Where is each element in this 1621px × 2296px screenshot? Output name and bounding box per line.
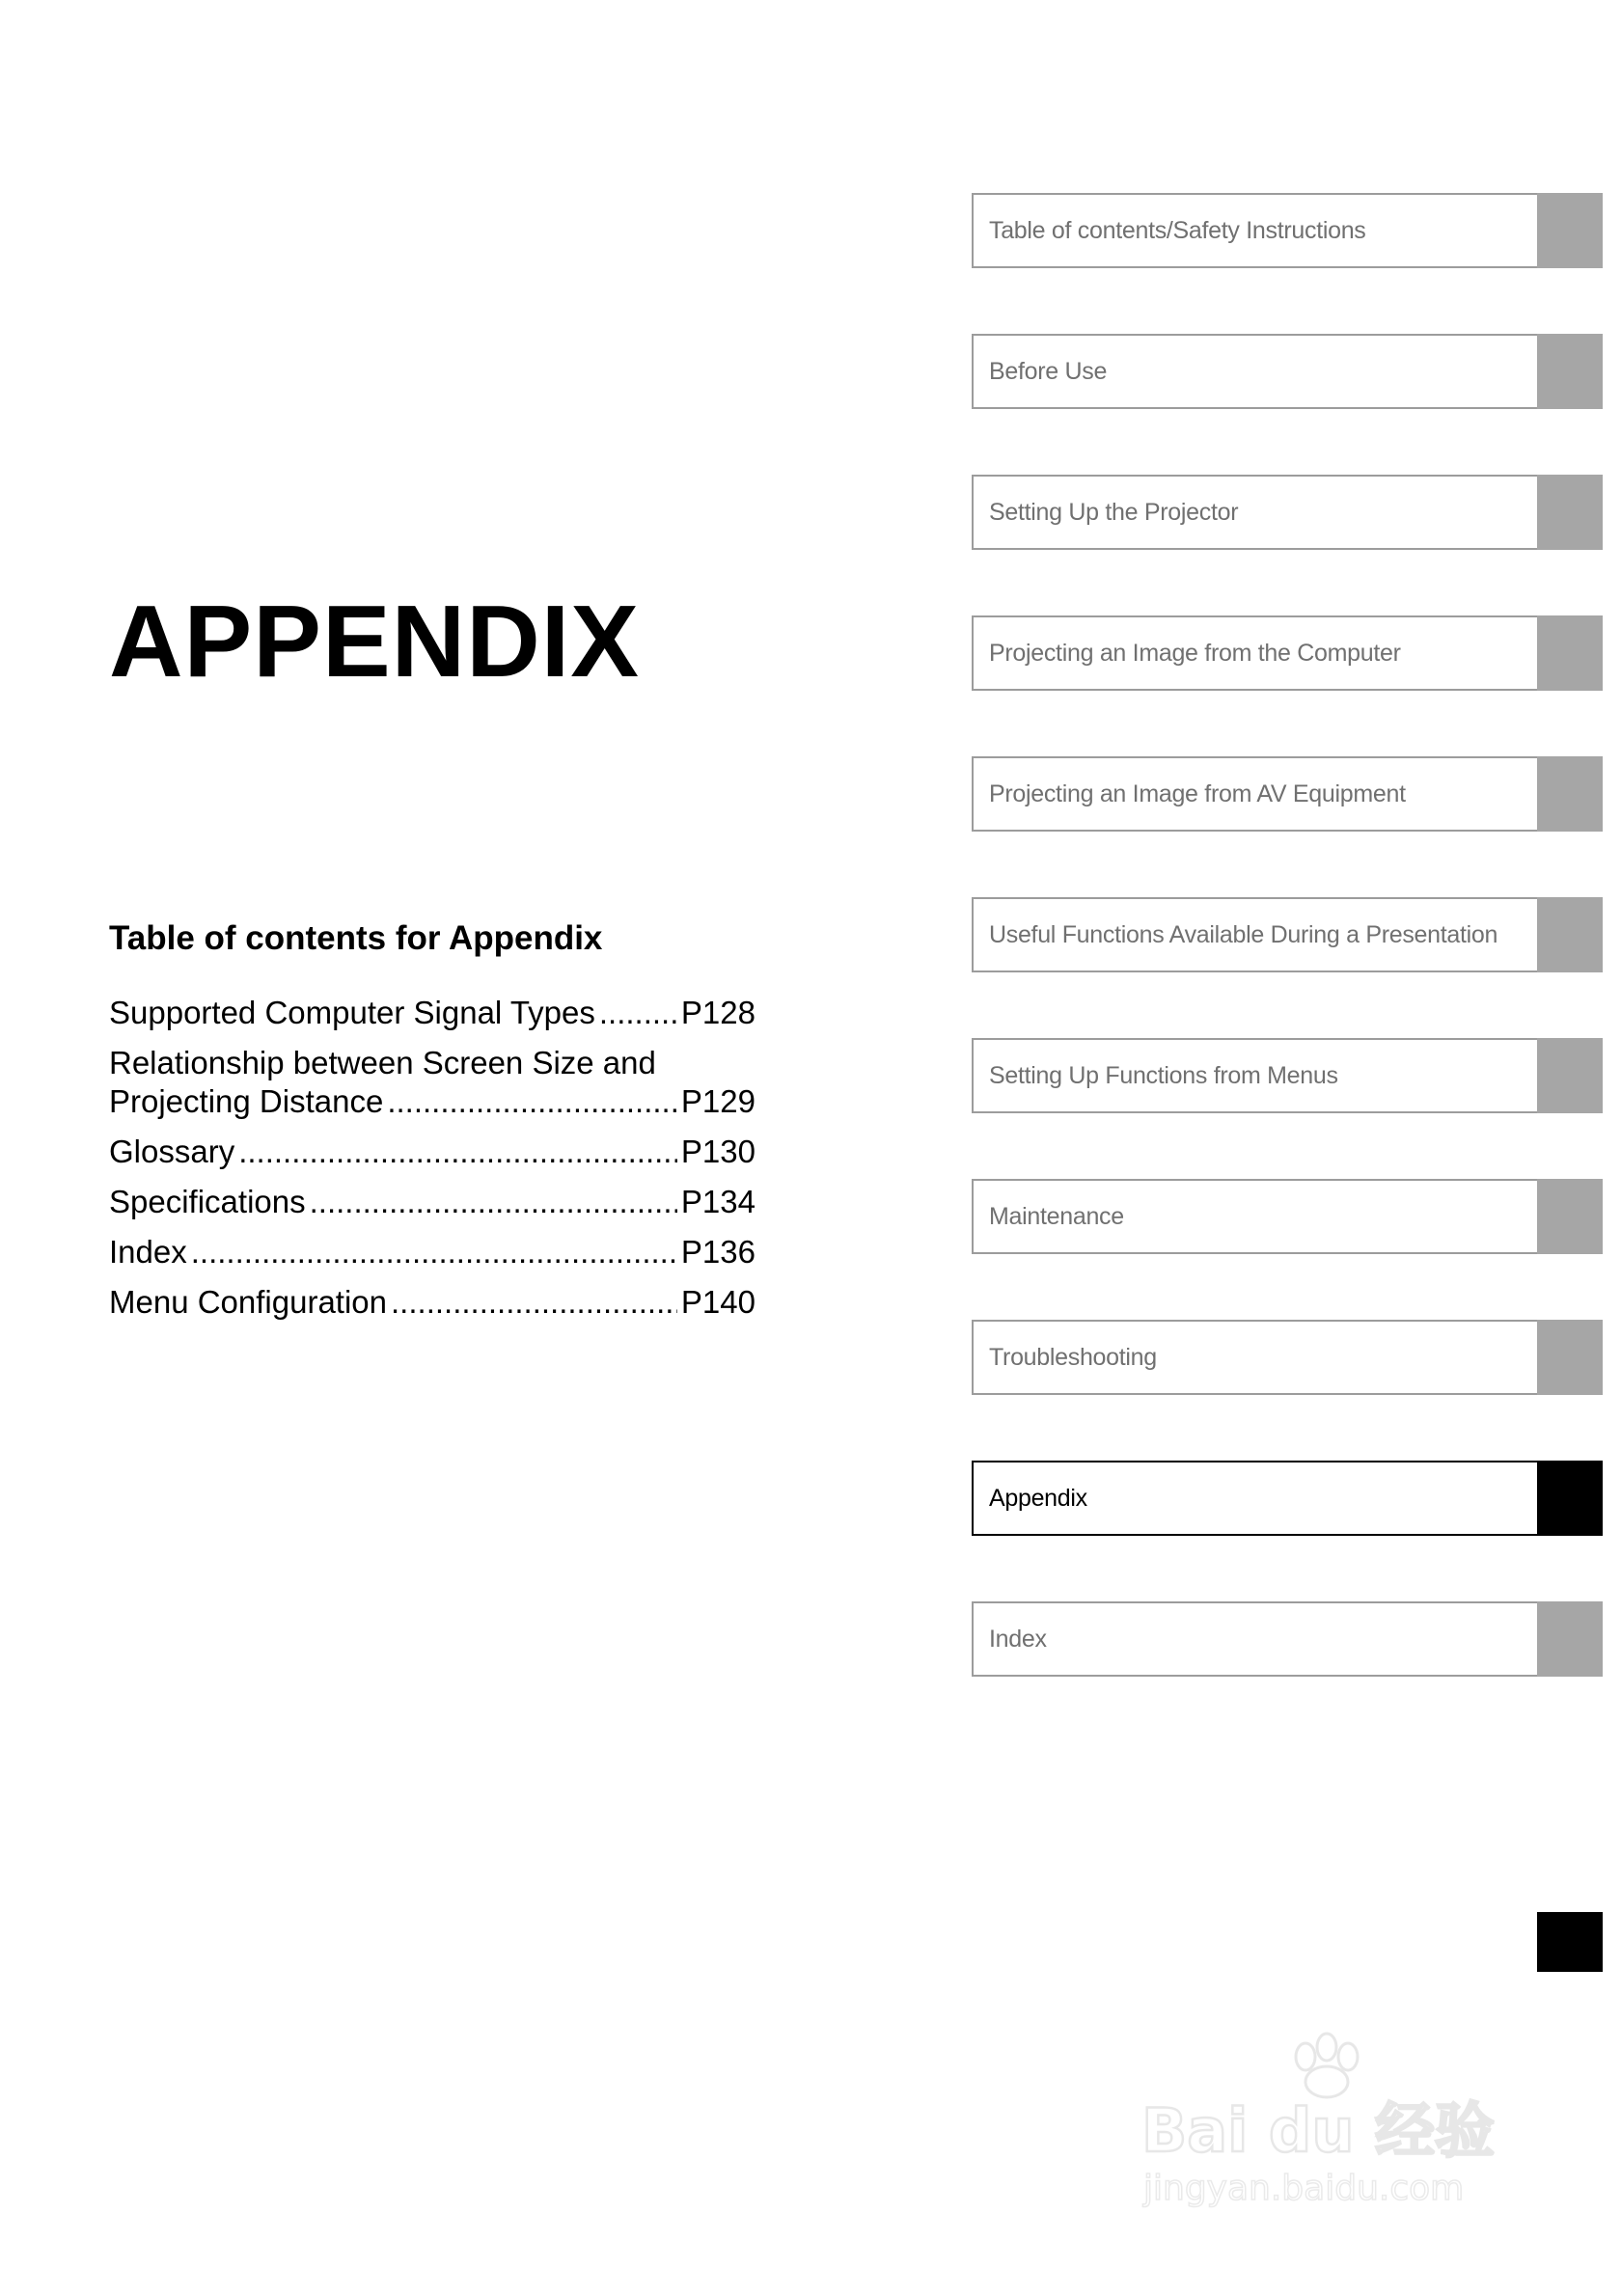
baidu-watermark-logo — [1134, 2026, 1520, 2219]
watermark-url: jingyan.baidu.com — [1143, 2169, 1465, 2208]
toc-item-page: P136 — [680, 1234, 756, 1270]
toc-item-glossary[interactable] — [109, 1133, 756, 1171]
tab-marker — [1537, 475, 1603, 550]
tab-table-of-contents[interactable] — [972, 193, 1608, 268]
tab-label: Index — [972, 1601, 1537, 1677]
toc-item-page: P140 — [680, 1284, 756, 1320]
toc-item-page: P128 — [680, 995, 756, 1030]
tab-index[interactable] — [972, 1601, 1608, 1677]
toc-leader-dots — [599, 994, 677, 1032]
tab-marker — [1537, 897, 1603, 972]
toc-item-index[interactable] — [109, 1233, 756, 1271]
tab-maintenance[interactable] — [972, 1179, 1608, 1254]
toc-leader-dots — [238, 1133, 677, 1171]
tab-appendix[interactable] — [972, 1461, 1608, 1536]
tab-projecting-av[interactable] — [972, 756, 1608, 832]
page-edge-mark — [1537, 1912, 1603, 1972]
tab-label: Troubleshooting — [972, 1320, 1537, 1395]
tab-marker — [1537, 193, 1603, 268]
toc-item-label: Projecting Distance — [109, 1083, 384, 1119]
page-title: APPENDIX — [109, 585, 640, 698]
toc-item-label: Supported Computer Signal Types — [109, 995, 595, 1030]
toc-item-page: P129 — [680, 1083, 756, 1119]
tab-label: Useful Functions Available During a Presentation — [972, 897, 1537, 972]
watermark-brand: Bai du 经验 — [1141, 2095, 1496, 2166]
tab-marker — [1537, 615, 1603, 691]
tab-marker — [1537, 1601, 1603, 1677]
toc-item-label: Index — [109, 1234, 187, 1270]
toc-item-menu-configuration[interactable] — [109, 1283, 756, 1322]
toc-list — [109, 994, 756, 1333]
tab-marker — [1537, 1461, 1603, 1536]
tab-label: Appendix — [972, 1461, 1537, 1536]
tab-label: Table of contents/Safety Instructions — [972, 193, 1537, 268]
tab-projecting-computer[interactable] — [972, 615, 1608, 691]
toc-leader-dots — [387, 1082, 677, 1121]
tab-marker — [1537, 334, 1603, 409]
tab-label: Projecting an Image from AV Equipment — [972, 756, 1537, 832]
toc-leader-dots — [391, 1283, 677, 1322]
tab-label: Maintenance — [972, 1179, 1537, 1254]
toc-leader-dots — [191, 1233, 677, 1271]
tab-label: Before Use — [972, 334, 1537, 409]
tab-marker — [1537, 1320, 1603, 1395]
toc-item-label-line1: Relationship between Screen Size and — [109, 1045, 656, 1080]
tab-label: Projecting an Image from the Computer — [972, 615, 1537, 691]
toc-item-page: P130 — [680, 1134, 756, 1169]
toc-item-label: Specifications — [109, 1184, 306, 1219]
tab-label: Setting Up Functions from Menus — [972, 1038, 1537, 1113]
tab-label: Setting Up the Projector — [972, 475, 1537, 550]
toc-leader-dots — [310, 1183, 677, 1221]
tab-before-use[interactable] — [972, 334, 1608, 409]
toc-item-label: Menu Configuration — [109, 1284, 388, 1320]
tab-setting-up-projector[interactable] — [972, 475, 1608, 550]
toc-item-label: Glossary — [109, 1134, 235, 1169]
toc-item-page: P134 — [680, 1184, 756, 1219]
tab-marker — [1537, 1038, 1603, 1113]
toc-item-signal-types[interactable] — [109, 994, 756, 1032]
tab-useful-functions[interactable] — [972, 897, 1608, 972]
toc-heading: Table of contents for Appendix — [109, 919, 603, 957]
tab-marker — [1537, 756, 1603, 832]
tab-marker — [1537, 1179, 1603, 1254]
tab-troubleshooting[interactable] — [972, 1320, 1608, 1395]
tab-menus[interactable] — [972, 1038, 1608, 1113]
toc-item-screen-size[interactable] — [109, 1044, 756, 1121]
toc-item-specifications[interactable] — [109, 1183, 756, 1221]
